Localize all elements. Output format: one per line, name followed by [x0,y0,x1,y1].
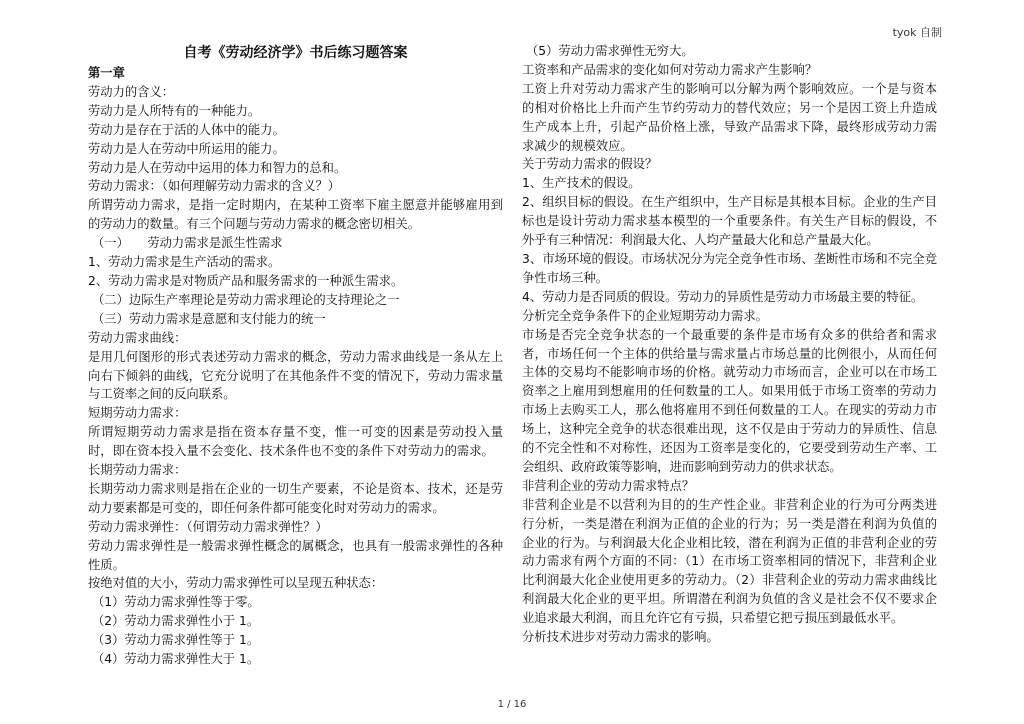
page-number: 1 / 16 [497,699,527,710]
paragraph: 1、劳动力需求是生产活动的需求。 [88,255,281,270]
paragraph: 分析技术进步对劳动力需求的影响。 [522,630,719,645]
paragraph: （三）劳动力需求是意愿和支付能力的统一 [92,311,326,326]
paragraph: 非营利企业是不以营利为目的的生产性企业。非营利企业的行为可分两类进行分析，一类是潜在利润为正值的企业的行为；另一类是潜在利润为负值的企业的行为。与利润最大化企业相比较，潜在利润为正值的非营利企业的劳动力需求有两个方面的不同：（1）在市场工资率相同的情况下，非营利企业比利润最大化企业使用更多的劳动力。（2）非营利企业的劳动力需求曲线比利润最大化企业的更平坦。所谓潜在利润为负值的含义是社会不仅不要求企业追求最大利润，而且允许它有亏损，只希望它把亏损压到最低水平。 [522,497,937,626]
paragraph: 工资上升对劳动力需求产生的影响可以分解为两个影响效应。一个是与资本的相对价格比上升而产生节约劳动力的替代效应；另一个是因工资上升造成生产成本上升，引起产品价格上涨，导致产品需求下降，最终形成劳动力需求减少的规模效应。 [522,81,937,153]
paragraph: 3、市场环境的假设。市场状况分为完全竞争性市场、垄断性市场和不完全竞争性市场三种。 [522,251,937,285]
paragraph: 短期劳动力需求： [88,406,187,421]
paragraph: 长期劳动力需求： [88,463,187,478]
paragraph: 分析完全竞争条件下的企业短期劳动力需求。 [522,308,768,323]
paragraph: （3）劳动力需求弹性等于 1。 [92,633,260,648]
paragraph: 非营利企业的劳动力需求特点？ [522,478,695,493]
paragraph: 劳动力需求曲线： [88,330,187,345]
document-title: 自考《劳动经济学》书后练习题答案 [183,45,408,61]
paragraph: 劳动力的含义： [88,84,175,99]
paragraph: （1）劳动力需求弹性等于零。 [92,595,260,610]
left-column [88,42,503,669]
paragraph: 劳动力需求弹性是一般需求弹性概念的属概念，也具有一般需求弹性的各种性质。 [88,538,503,572]
paragraph: 市场是否完全竞争状态的一个最重要的条件是市场有众多的供给者和需求者，市场任何一个主体的供给量与需求量占市场总量的比例很小，从而任何主体的交易均不能影响市场的价格。就劳动力市场而言，企业可以在市场工资率之上雇用到想雇用的任何数量的工人。如果用低于市场工资率的劳动力市场上去购买工人，那么他将雇用不到任何数量的工人。在现实的劳动力市场上，这种完全竞争的状态很难出现，这不仅是由于劳动力的异质性、信息的不完全性和不对称性，还因为工资率是变化的，它要受到劳动生产率、工会组织、政府政策等影响，进而影响到劳动力的供求状态。 [522,327,937,474]
paragraph: （二）边际生产率理论是劳动力需求理论的支持理论之一 [92,292,400,307]
paragraph: 劳动力需求弹性：（何谓劳动力需求弹性？） [88,519,328,534]
paragraph: 4、劳动力是否同质的假设。劳动力的异质性是劳动力市场最主要的特征。 [522,289,924,304]
paragraph: （4）劳动力需求弹性大于 1。 [92,652,260,667]
paragraph: （2）劳动力需求弹性小于 1。 [92,614,260,629]
paragraph: 劳动力是人在劳动中所运用的能力。 [88,141,285,156]
paragraph: 劳动力是人所特有的一种能力。 [88,103,261,118]
paragraph: 所谓短期劳动力需求是指在资本存量不变，惟一可变的因素是劳动投入量时，即在资本投入量不会变化、技术条件也不变的条件下对劳动力的需求。 [88,425,503,459]
paragraph: 2、劳动力需求是对物质产品和服务需求的一种派生需求。 [88,273,404,288]
paragraph: 所谓劳动力需求，是指一定时期内，在某种工资率下雇主愿意并能够雇用到的劳动力的数量。有三个问题与劳动力需求的概念密切相关。 [88,198,503,232]
paragraph: 长期劳动力需求则是指在企业的一切生产要素，不论是资本、技术，还是劳动力要素都是可变的，即任何条件都可能变化时对劳动力的需求。 [88,481,503,515]
paragraph: 按绝对值的大小，劳动力需求弹性可以呈现五种状态： [88,576,384,591]
paragraph: 2、组织目标的假设。在生产组织中，生产目标是其根本目标。企业的生产目标也是设计劳动力需求基本模型的一个重要条件。有关生产目标的假设，不外乎有三种情况：利润最大化、人均产量最大化和总产量最大化。 [522,195,937,248]
paragraph: 劳动力需求：（如何理解劳动力需求的含义？） [88,179,341,194]
paragraph: 1、生产技术的假设。 [522,176,641,191]
brand-label: tyok 自制 [892,26,942,39]
right-column [522,42,937,647]
paragraph: 是用几何图形的形式表述劳动力需求的概念，劳动力需求曲线是一条从左上向右下倾斜的曲线，它充分说明了在其他条件不变的情况下，劳动力需求量与工资率之间的反向联系。 [88,349,503,402]
paragraph: 工资率和产品需求的变化如何对劳动力需求产生影响？ [522,62,818,77]
chapter-heading: 第一章 [88,66,125,80]
paragraph: （一） 劳动力需求是派生性需求 [92,236,283,251]
paragraph: 劳动力是存在于活的人体中的能力。 [88,122,285,137]
paragraph: （5）劳动力需求弹性无穷大。 [526,44,694,58]
paragraph: 劳动力是人在劳动中运用的体力和智力的总和。 [88,160,347,175]
paragraph: 关于劳动力需求的假设？ [522,157,658,172]
